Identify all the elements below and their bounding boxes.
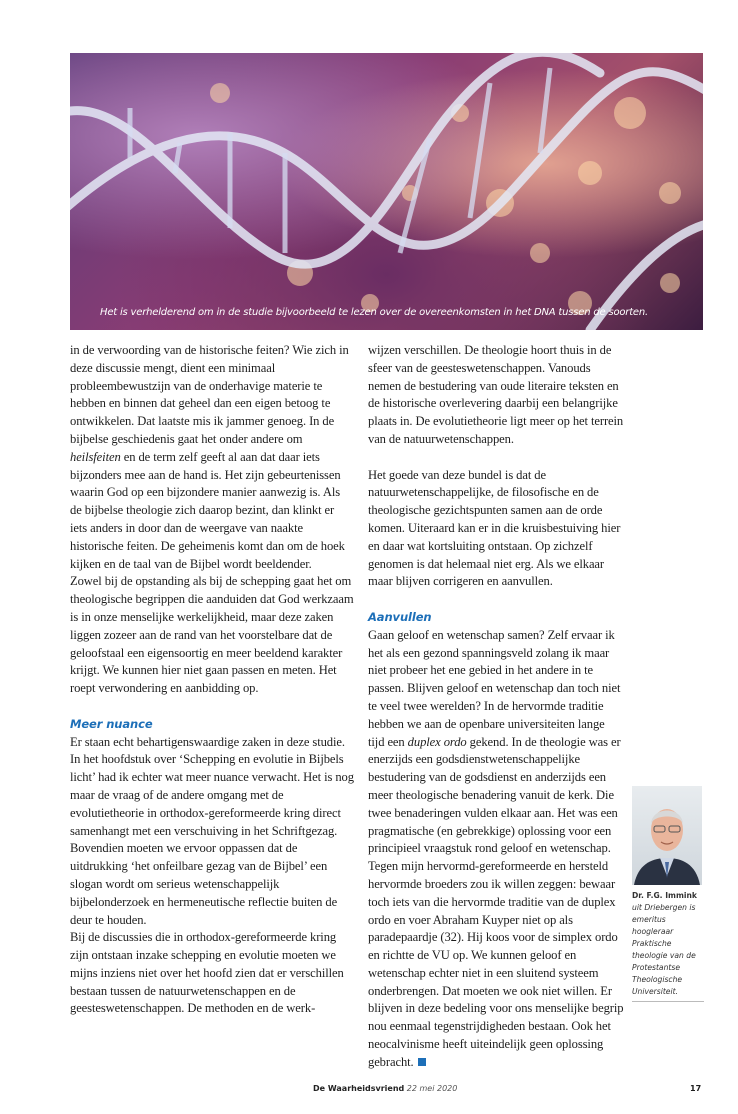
paragraph: wijzen verschillen. De theologie hoort thuis in de sfeer van de geesteswetenschappen. Vanouds nemen de bestudering van oude literaire teksten en de historische overlevering daarbij een belangrijke plaats in. De evolutietheorie ligt meer op het terrein van de natuurwetenschappen. xyxy=(368,343,624,446)
emphasis-text: heilsfeiten xyxy=(70,449,121,464)
article-column-right xyxy=(368,342,624,1072)
author-info xyxy=(632,890,704,1002)
paragraph: Bij de discussies die in orthodox-gereformeerde kring zijn ontstaan inzake schepping en evolutie moeten we mijns inziens niet over het hoofd zien dat er verschillen bestaan tussen de natuurwetenschappen en de geesteswetenschappen. De methoden en de werk- xyxy=(70,930,344,1016)
image-caption: Het is verhelderend om in de studie bijvoorbeeld te lezen over de overeenkomsten in het DNA tussen de soorten. xyxy=(100,307,648,318)
text: in de verwoording van de historische feiten? Wie zich in deze discussie mengt, dient een minimaal probleembewustzijn van de onderhavige materie te hebben en binnen dat geheel dan een eigen betoog te ontwikkelen. Dat laatste mis ik jammer genoeg. In de bijbelse geschiedenis gaat het onder andere om xyxy=(70,343,349,446)
page-number: 17 xyxy=(690,1084,702,1093)
text: en de term zelf geeft al aan dat daar iets bijzonders mee aan de hand is. Het zijn gebeurtenissen waarin God op een bijzondere manier aanwezig is. Als de bijbelse theologie zich daarop bezint, dan klinkt er iets anders in door dan de weergave van naakte historische feiten. De geheimenis komt dan om de hoek kijken en de taal van de Bijbel wordt beeldender. xyxy=(70,449,345,571)
author-name: Dr. F.G. Immink xyxy=(632,891,697,900)
divider xyxy=(632,1001,704,1002)
dna-hero-image xyxy=(70,53,703,330)
paragraph xyxy=(368,627,624,858)
magazine-name: De Waarheidsvriend xyxy=(313,1084,405,1093)
issue-date: 22 mei 2020 xyxy=(406,1084,458,1093)
page-footer xyxy=(313,1084,457,1094)
author-photo xyxy=(632,786,702,885)
text: Tegen mijn hervormd-gereformeerde en hersteld hervormde broeders zou ik willen zeggen: bewaar toch iets van die hervormde traditie van de duplex ordo en voer Abraham Kuyper niet op als paradepaardje (32). Hij koos voor de simplex ordo en richtte de VU op. We kunnen geloof en wetenschap echter niet in een sluitend systeem onderbrengen. Dat moeten we ook niet willen. Er blijven in deze bedeling voor ons menselijke begrip nou eenmaal tegenstrijdigheden bestaan. Ook het neocalvinisme heeft uiteindelijk geen oplossing gebracht. xyxy=(368,859,624,1069)
article-column-left xyxy=(70,342,354,1018)
paragraph: Zowel bij de opstanding als bij de schepping gaat het om theologische begrippen die aanduiden dat God werkzaam is in onze menselijke werkelijkheid, maar deze zaken liggen zozeer aan de rand van het voorstelbare dat de geloofstaal een eigensoortig en meer beeldend karakter krijgt. We kunnen hier niet gaan passen en meten. Het roept verwondering en aanbidding op. xyxy=(70,574,354,696)
text: Gaan geloof en wetenschap samen? Zelf ervaar ik het als een gezond spanningsveld zolang ik maar niet probeer het ene gebied in het andere in te passen. Blijven geloof en wetenschap dan toch niet te veel twee werelden? In de hervormde traditie hebben we aan de openbare universiteiten lange tijd een xyxy=(368,627,621,749)
paragraph xyxy=(368,858,624,1072)
paragraph: Er staan echt behartigenswaardige zaken in deze studie. In het hoofdstuk over ‘Schepping en evolutie in Bijbels licht’ had ik echter wat meer nuance verwacht. Het is nog maar de vraag of de andere omgang met de evolutietheorie in orthodox-gereformeerde kring direct samenhangt met een verschuiving in het Schriftgezag. Bovendien moeten we ervoor oppassen dat de uitdrukking ‘het onfeilbare gezag van de Bijbel’ een slogan wordt om serieus wetenschappelijk bijbelonderzoek en hermeneutische reflectie buiten de deur te houden. xyxy=(70,734,354,927)
section-heading-aanvullen: Aanvullen xyxy=(368,609,432,624)
dna-helix-illustration xyxy=(70,53,703,330)
paragraph xyxy=(70,342,354,573)
section-heading-meer-nuance: Meer nuance xyxy=(70,716,153,731)
end-of-article-square-icon xyxy=(418,1058,426,1066)
emphasis-text: duplex ordo xyxy=(407,734,467,749)
author-bio: uit Driebergen is emeritus hoogleraar Praktische theologie van de Protestantse Theologische Universiteit. xyxy=(632,903,696,996)
text: gekend. In de theologie was er enerzijds een godsdienstwetenschappelijke bestudering van de godsdienst en anderzijds een meer theologische benadering vanuit de kerk. Die twee benaderingen vulden elkaar aan. Het was een pragmatische (en gebrekkige) oplossing voor een principieel vraagstuk rond geloof en wetenschap. xyxy=(368,734,621,856)
paragraph: Het goede van deze bundel is dat de natuurwetenschappelijke, de filosofische en de theologische gezichtspunten samen aan de orde komen. Uiteraard kan er in die kruisbestuiving hier en daar wat kortsluiting ontstaan. Op zichzelf genomen is dat helemaal niet erg. Als we elkaar maar blijven corrigeren en aanvullen. xyxy=(368,467,621,589)
